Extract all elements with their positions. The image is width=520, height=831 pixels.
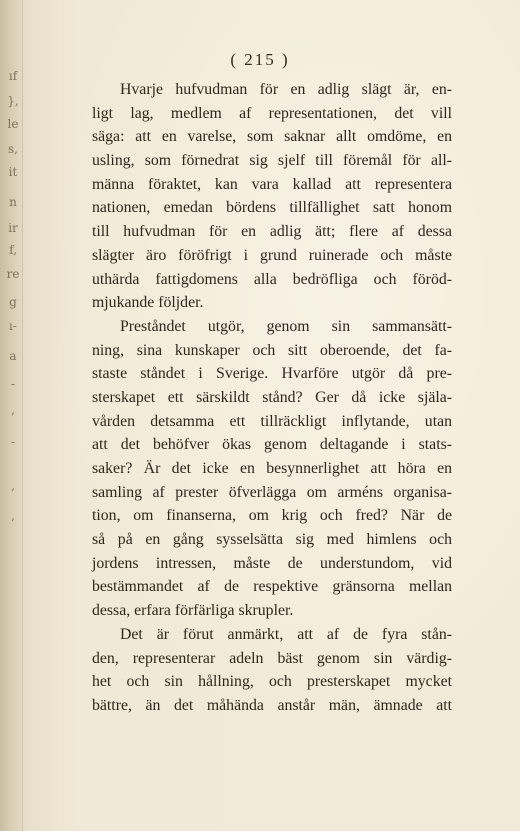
text-line: ning, sina kunskaper och sitt oberoende, det fa-	[92, 341, 452, 359]
text-line: uthärda fattigdomens alla bedröfliga och föröd-	[92, 270, 452, 288]
margin-fragment: ,	[11, 509, 15, 523]
margin-fragment: g	[9, 295, 17, 309]
margin-fragment: re	[6, 267, 20, 281]
text-line: att det behöfver ökas genom deltagande i stats-	[92, 436, 452, 454]
text-line: mjukande följder.	[92, 294, 204, 312]
text-line: den, representerar adeln bäst genom sin värdig-	[92, 649, 452, 667]
margin-fragment: ir	[8, 221, 18, 235]
text-line: staste ståndet i Sverige. Hvarföre utgör då pre-	[92, 365, 452, 383]
text-line: säga: att en varelse, som saknar allt omdöme, en	[92, 128, 452, 146]
margin-fragment: le	[7, 117, 19, 131]
text-line: usling, som förnedrat sig sjelf till föremål för all-	[92, 152, 452, 170]
margin-fragment: f,	[9, 243, 17, 257]
page-number: ( 215 )	[230, 50, 290, 69]
text-line: bättre, än det måhända anstår män, ämnade att	[92, 696, 452, 714]
text-line: jordens intressen, måste de understundom, vid	[92, 554, 452, 572]
margin-fragment: ,	[11, 479, 15, 493]
margin-fragment: n	[9, 195, 17, 209]
text-line: Hvarje hufvudman för en adlig slägt är, en-	[120, 81, 452, 98]
margin-fragment: -	[10, 435, 16, 449]
text-line: bestämmandet af de respektive gränsorna mellan	[92, 578, 452, 596]
text-line: slägter äro föröfrigt i grund ruinerade och måste	[92, 246, 452, 264]
text-line: till hufvudman för en adlig ätt; flere af dessa	[92, 223, 452, 241]
text-line: så på en gång sysselsätta sig med himlens och	[92, 531, 452, 549]
text-line: het och sin hållning, och presterskapet mycket	[92, 673, 452, 691]
margin-fragment: s,	[8, 142, 18, 156]
text-line: männa föraktet, kan vara kallad att representera	[92, 175, 452, 193]
margin-fragment: ıf	[8, 69, 18, 83]
body-text	[92, 78, 452, 718]
text-line: sterskapet ett särskildt stånd? Ger då icke själa-	[92, 388, 452, 406]
text-line: vården detsamma ett tillräckligt inflytande, utan	[92, 412, 452, 430]
margin-fragment: },	[7, 94, 19, 108]
margin-fragment: ı-	[9, 319, 17, 333]
margin-fragment: a	[9, 349, 17, 363]
text-line: Preståndet utgör, genom sin sammansätt-	[120, 317, 452, 335]
margin-fragment: it	[8, 165, 18, 179]
margin-fragment: -	[10, 377, 16, 391]
text-line: tion, om finanserna, om krig och fred? När de	[92, 507, 452, 525]
text-line: Det är förut anmärkt, att af de fyra stån-	[120, 625, 452, 643]
margin-fragment: ,	[11, 403, 15, 417]
text-line: samling af prester öfverlägga om arméns organisa-	[92, 483, 452, 501]
text-line: ligt lag, medlem af representationen, det vill	[92, 104, 452, 122]
text-line: saker? Är det icke en besynnerlighet att höra en	[92, 460, 452, 477]
text-line: nationen, emedan bördens tillfällighet satt honom	[92, 199, 452, 217]
text-line: dessa, erfara förfärliga skrupler.	[92, 602, 294, 620]
